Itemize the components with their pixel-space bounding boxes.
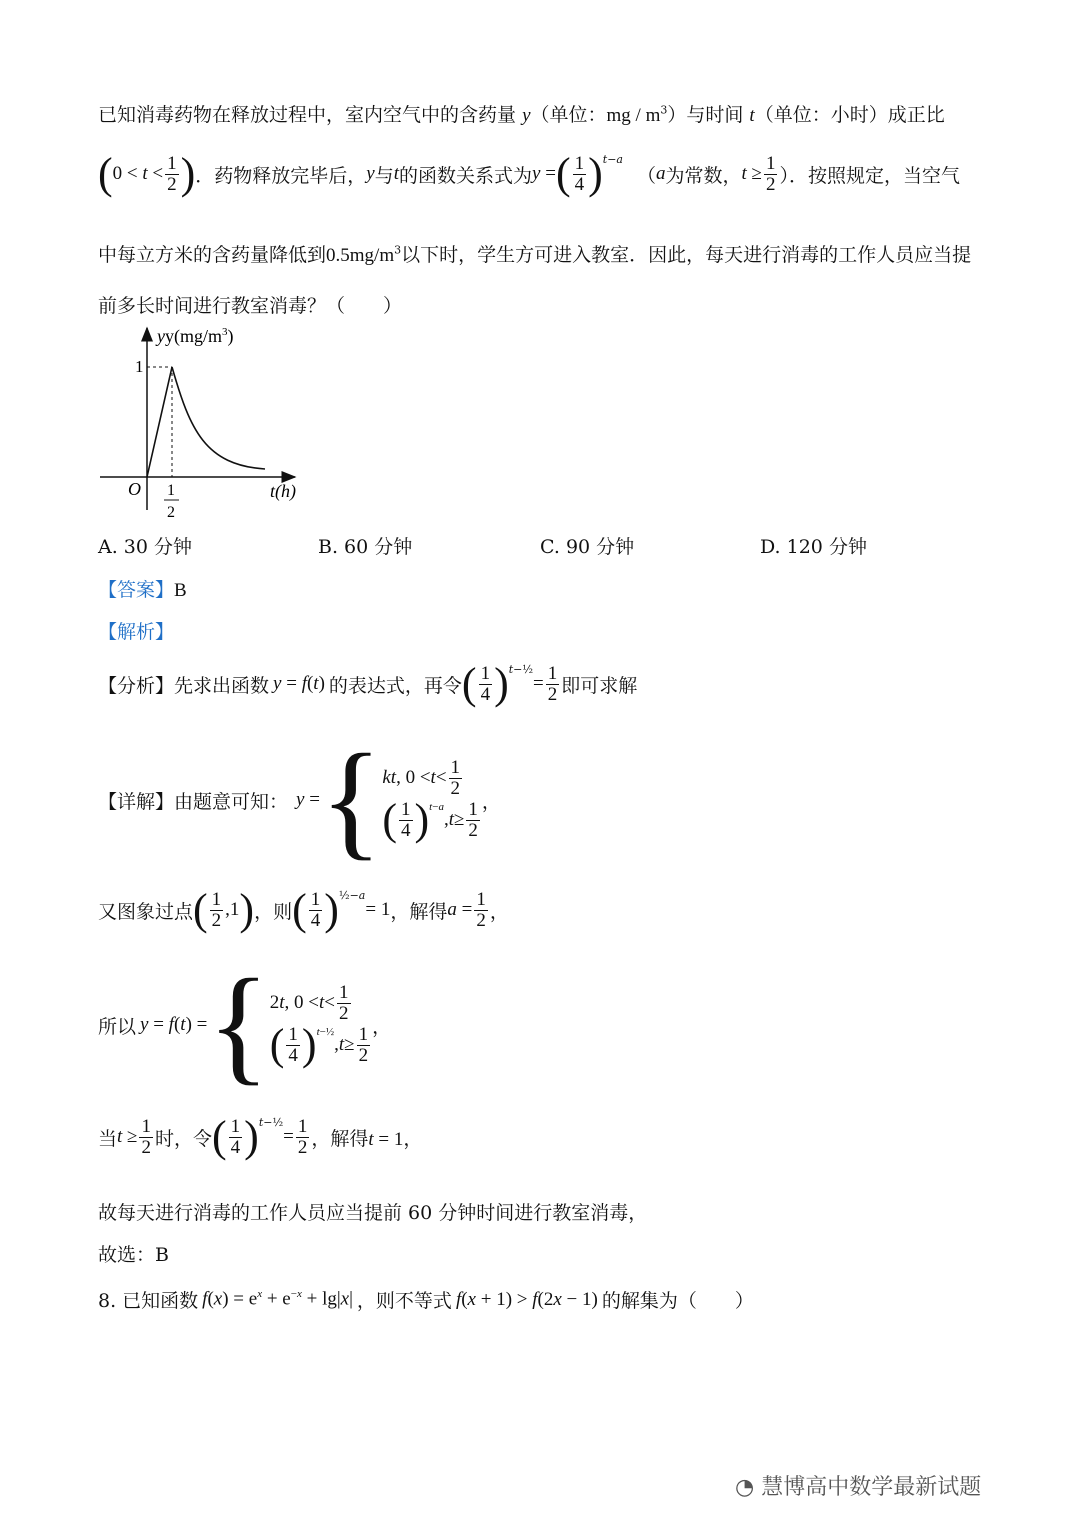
question-line-1: 已知消毒药物在释放过程中，室内空气中的含药量 y（单位：mg / $m^3$）与时间 t（单位：小时）成正比 xyxy=(98,103,945,126)
x-axis-label: t(h) xyxy=(270,481,296,501)
step-5: 故每天进行消毒的工作人员应当提前 60 分钟时间进行教室消毒， xyxy=(98,1202,648,1224)
wechat-icon: ◔ xyxy=(735,1475,755,1500)
question-8: 8. 已知函数 $f(x) = e^x + e^{-x} + \lg|x|$ ，则不等式 f(x + 1) > f(2x − 1) 的解集为（ ） xyxy=(98,1288,754,1312)
option-b[interactable]: B. 60 分钟 xyxy=(318,536,413,558)
origin-label: O xyxy=(128,479,141,499)
concentration-graph xyxy=(95,320,315,525)
question-line-4: 前多长时间进行教室消毒？（ ） xyxy=(98,295,403,317)
y-tick-label: 1 xyxy=(135,357,144,376)
option-a[interactable]: A. 30 分钟 xyxy=(98,536,193,558)
concentration-curve xyxy=(147,367,265,477)
y-axis-label: $yy(mg/m^3)$ xyxy=(157,326,234,346)
option-d[interactable]: D. 120 分钟 xyxy=(760,536,867,558)
step-6: 故选：B xyxy=(98,1244,169,1266)
step-3: 所以 y = f(t) = { 2 t , 0 < t < $\frac{1}{2}$ ( $\frac{1}{4}$ ) $^{t -\frac{1}{2}}$ , t ≥ $\frac{1}{2}$ ， xyxy=(98,953,392,1097)
question-line-3: 中每立方米的含药量降低到$0.5mg/m^3$以下时，学生方可进入教室．因此，每天进行消毒的工作人员应当提 xyxy=(98,243,972,266)
step-2: 又图象过点 ( $\frac{1}{2}$ ,1 ) ，则 ( $\frac{1}{4}$ ) $^{\frac{1}{2}-a}$ = 1 ，解得 a = $\frac{1}{2}$ ， xyxy=(98,885,509,934)
xiangjie-block: 【详解】 由题意可知： y = { kt , 0 < t < $\frac{1}{2}$ ( $\frac{1}{4}$ ) $^{t -a}$ , t ≥ $\frac{1}{2}$ ， xyxy=(98,728,501,872)
analysis-tag: 【解析】 xyxy=(98,621,175,643)
fenxi-line: 【分析】 先求出函数 y = f(t) 的表达式，再令 ( $\frac{1}{4}$ ) $^{t -\frac{1}{2}}$ = $\frac{1}{2}$ 即可求解 xyxy=(98,659,638,708)
watermark: ◔ 慧博高中数学最新试题 xyxy=(735,1475,982,1500)
x-tick-denominator: 2 xyxy=(167,504,175,521)
step-4: 当 t ≥ $\frac{1}{2}$ 时，令 ( $\frac{1}{4}$ ) $^{t -\frac{1}{2}}$ = $\frac{1}{2}$ ，解得 t = 1， xyxy=(98,1112,423,1161)
x-tick-numerator: 1 xyxy=(167,482,175,499)
option-c[interactable]: C. 90 分钟 xyxy=(540,536,635,558)
question-line-2: ( 0 < t < $\frac{1}{2}$ ) ．药物释放完毕后， y 与 t 的函数关系式为 y = ( $\frac{1}{4}$ ) $^{t -a}$ （ a 为常数， t ≥ $\frac{1}{2}$ ）．按照规定，当空气 xyxy=(98,149,960,198)
answer-line: 【答案】B xyxy=(98,579,187,601)
